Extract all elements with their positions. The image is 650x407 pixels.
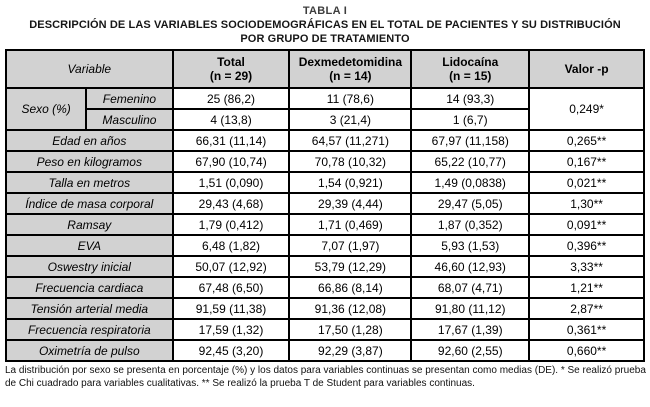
row-label: Talla en metros — [6, 172, 173, 193]
value-cell: 70,78 (10,32) — [289, 151, 411, 172]
value-cell: 91,80 (11,12) — [411, 298, 529, 319]
row-label: Índice de masa corporal — [6, 193, 173, 214]
value-cell: 92,45 (3,20) — [173, 340, 290, 361]
value-cell: 65,22 (10,77) — [411, 151, 529, 172]
row-label: Frecuencia cardiaca — [6, 277, 173, 298]
value-cell: 1,51 (0,090) — [173, 172, 290, 193]
valor-p-cell: 1,30** — [529, 193, 644, 214]
header-dexmedetomidina — [289, 50, 411, 88]
header-total — [173, 50, 290, 88]
header-total-label: Total — [217, 55, 245, 69]
valor-p-cell-sexo: 0,249* — [529, 88, 644, 130]
value-cell: 25 (86,2) — [173, 88, 290, 109]
value-cell: 17,59 (1,32) — [173, 319, 290, 340]
value-cell: 67,90 (10,74) — [173, 151, 290, 172]
table-row — [6, 277, 644, 298]
value-cell: 91,36 (12,08) — [289, 298, 411, 319]
table-row — [6, 130, 644, 151]
value-cell: 91,59 (11,38) — [173, 298, 290, 319]
valor-p-cell: 0,167** — [529, 151, 644, 172]
value-cell: 7,07 (1,97) — [289, 235, 411, 256]
table-row — [6, 340, 644, 361]
valor-p-cell: 0,660** — [529, 340, 644, 361]
table-row — [6, 256, 644, 277]
header-dex-n: (n = 14) — [329, 69, 372, 83]
value-cell: 17,67 (1,39) — [411, 319, 529, 340]
header-variable: Variable — [6, 50, 173, 88]
table-header-row — [6, 50, 644, 88]
table-row — [6, 298, 644, 319]
valor-p-cell: 0,361** — [529, 319, 644, 340]
valor-p-cell: 0,091** — [529, 214, 644, 235]
value-cell: 1,79 (0,412) — [173, 214, 290, 235]
value-cell: 92,29 (3,87) — [289, 340, 411, 361]
value-cell: 4 (13,8) — [173, 109, 290, 130]
value-cell: 3 (21,4) — [289, 109, 411, 130]
table-row — [6, 235, 644, 256]
valor-p-cell: 3,33** — [529, 256, 644, 277]
value-cell: 14 (93,3) — [411, 88, 529, 109]
value-cell: 29,47 (5,05) — [411, 193, 529, 214]
value-cell: 6,48 (1,82) — [173, 235, 290, 256]
valor-p-cell: 1,21** — [529, 277, 644, 298]
row-label-sexo: Sexo (%) — [6, 88, 86, 130]
value-cell: 46,60 (12,93) — [411, 256, 529, 277]
valor-p-cell: 2,87** — [529, 298, 644, 319]
valor-p-cell: 0,396** — [529, 235, 644, 256]
row-label: Ramsay — [6, 214, 173, 235]
value-cell: 1,49 (0,0838) — [411, 172, 529, 193]
table-title-block — [0, 0, 650, 46]
row-label: Oswestry inicial — [6, 256, 173, 277]
row-label: Peso en kilogramos — [6, 151, 173, 172]
table-row — [6, 214, 644, 235]
table-number-title: TABLA I — [302, 5, 348, 17]
header-total-n: (n = 29) — [209, 69, 253, 83]
header-lidocaina — [411, 50, 529, 88]
valor-p-cell: 0,265** — [529, 130, 644, 151]
value-cell: 50,07 (12,92) — [173, 256, 290, 277]
row-label: Edad en años — [6, 130, 173, 151]
value-cell: 92,60 (2,55) — [411, 340, 529, 361]
value-cell: 1,71 (0,469) — [289, 214, 411, 235]
value-cell: 5,93 (1,53) — [411, 235, 529, 256]
table-footnote: La distribución por sexo se presenta en porcentaje (%) y los datos para variables continuas se presentan como medias (DE). * Se realizó prueba de Chi cuadrado para variables cualitativas. ** Se realizó la prueba T de Student para variables continuas. — [5, 365, 646, 389]
table-row — [6, 172, 644, 193]
value-cell: 68,07 (4,71) — [411, 277, 529, 298]
header-lido-label: Lidocaína — [442, 55, 499, 69]
value-cell: 67,48 (6,50) — [173, 277, 290, 298]
row-label: EVA — [6, 235, 173, 256]
row-label: Tensión arterial media — [6, 298, 173, 319]
table-row-sexo-femenino — [6, 88, 644, 109]
valor-p-cell: 0,021** — [529, 172, 644, 193]
sub-label-masculino: Masculino — [86, 109, 172, 130]
value-cell: 11 (78,6) — [289, 88, 411, 109]
value-cell: 1,54 (0,921) — [289, 172, 411, 193]
table-description-line1: DESCRIPCIÓN DE LAS VARIABLES SOCIODEMOGRÁFICAS EN EL TOTAL DE PACIENTES Y SU DISTRIBUCIÓN — [29, 19, 621, 31]
sub-label-femenino: Femenino — [86, 88, 172, 109]
value-cell: 67,97 (11,158) — [411, 130, 529, 151]
value-cell: 17,50 (1,28) — [289, 319, 411, 340]
value-cell: 66,31 (11,14) — [173, 130, 290, 151]
table-row — [6, 319, 644, 340]
value-cell: 53,79 (12,29) — [289, 256, 411, 277]
value-cell: 1,87 (0,352) — [411, 214, 529, 235]
row-label: Frecuencia respiratoria — [6, 319, 173, 340]
value-cell: 29,43 (4,68) — [173, 193, 290, 214]
value-cell: 1 (6,7) — [411, 109, 529, 130]
table-row — [6, 193, 644, 214]
value-cell: 66,86 (8,14) — [289, 277, 411, 298]
header-valor-p: Valor -p — [529, 50, 644, 88]
value-cell: 29,39 (4,44) — [289, 193, 411, 214]
header-lido-n: (n = 15) — [449, 69, 492, 83]
row-label: Oximetría de pulso — [6, 340, 173, 361]
table-description-line2: POR GRUPO DE TRATAMIENTO — [240, 33, 410, 45]
value-cell: 64,57 (11,271) — [289, 130, 411, 151]
header-dex-label: Dexmedetomidina — [298, 55, 403, 69]
sociodemographic-table — [5, 49, 645, 362]
table-row — [6, 151, 644, 172]
